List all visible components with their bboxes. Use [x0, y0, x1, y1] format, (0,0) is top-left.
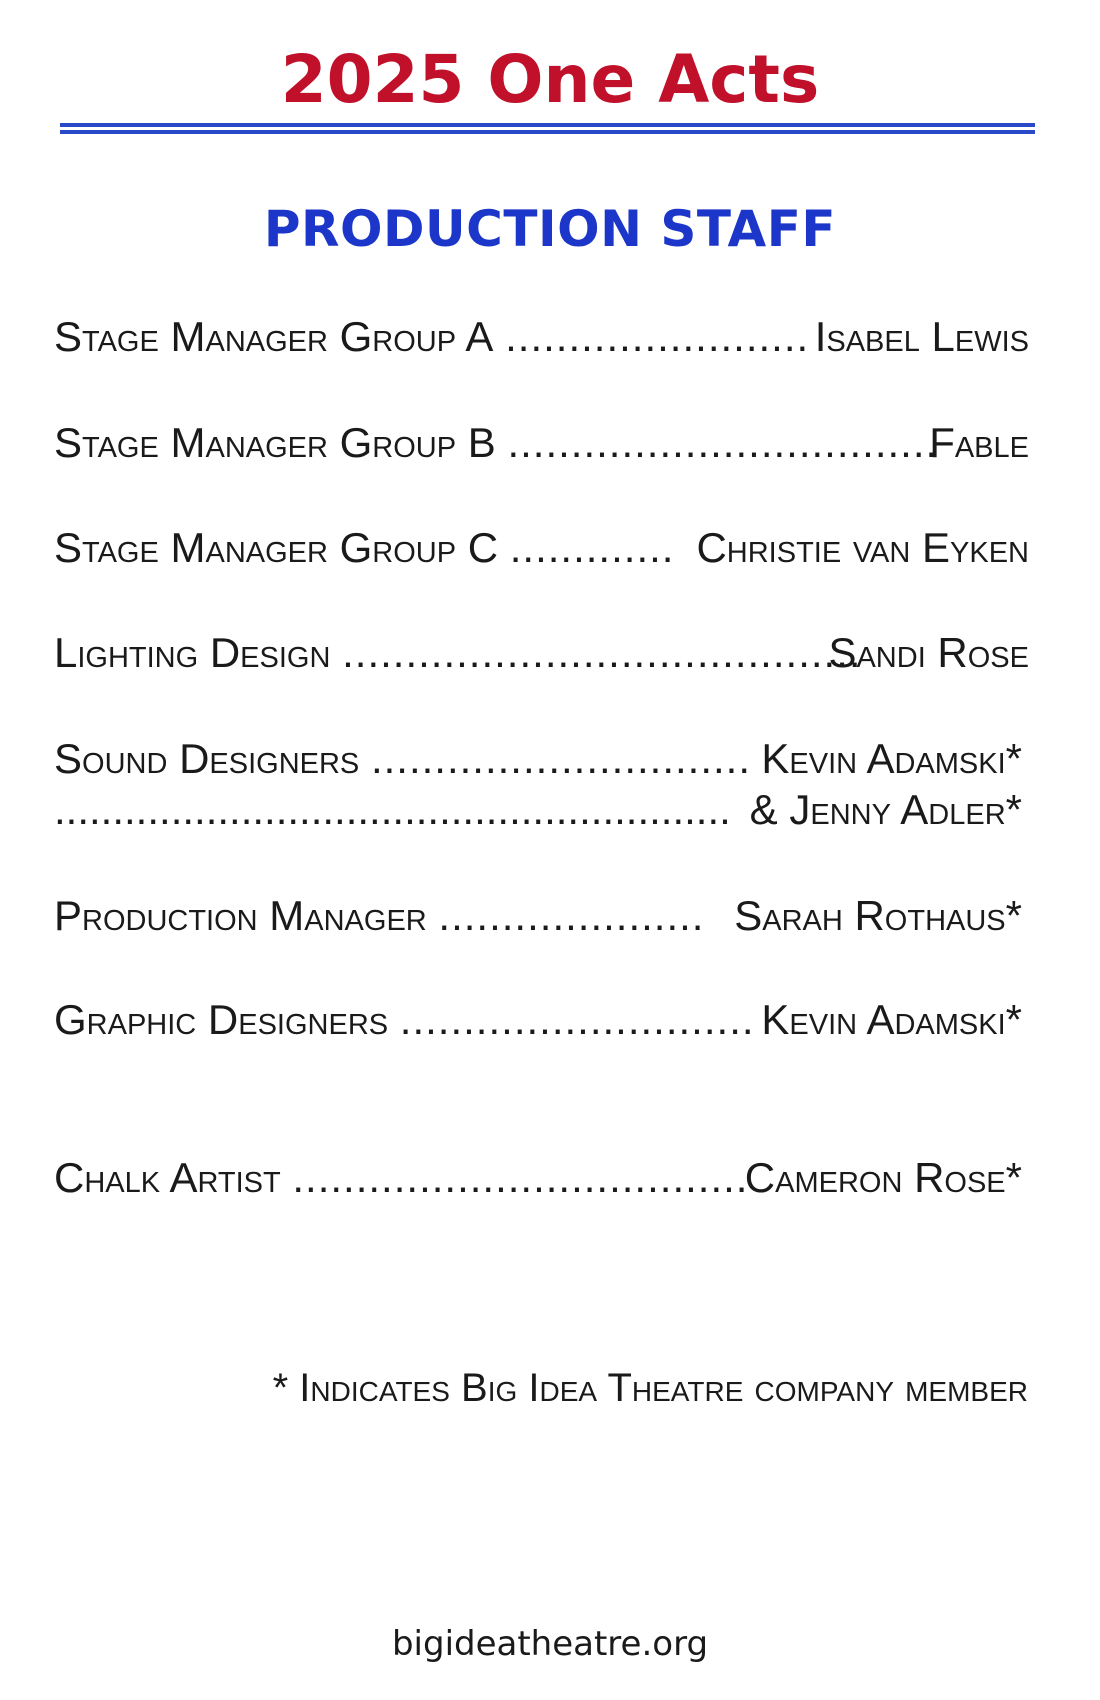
leader-dots: ..........................................................: [54, 786, 731, 833]
leader-dots: ..............................: [370, 735, 752, 782]
title-divider-top: [60, 123, 1035, 127]
credit-role: Lighting Design: [54, 629, 331, 676]
page-title: 2025 One Acts: [280, 41, 820, 118]
section-title: PRODUCTION STAFF: [263, 200, 837, 258]
credit-name: Isabel Lewis: [814, 313, 1029, 360]
leader-dots: .............: [509, 524, 675, 571]
credit-name: Fable: [929, 419, 1029, 466]
title-divider-bottom: [60, 130, 1035, 134]
credit-name: Sandi Rose: [828, 629, 1029, 676]
credit-role: Production Manager: [54, 892, 427, 939]
credit-name: Cameron Rose*: [744, 1154, 1022, 1201]
credit-row-sound-designers-continued: [54, 785, 1022, 835]
leader-dots: .........................................: [342, 629, 862, 676]
credit-row-stage-manager-a: [54, 312, 1029, 362]
credit-role: Sound Designers: [54, 735, 360, 782]
credit-row-stage-manager-b: [54, 418, 1029, 468]
leader-dots: ............................: [399, 996, 755, 1043]
leader-dots: ........................: [505, 313, 810, 360]
credit-role: Chalk Artist: [54, 1154, 281, 1201]
credit-row-graphic-designers: [54, 995, 1022, 1045]
company-member-footnote: * Indicates Big Idea Theatre company member: [272, 1366, 1028, 1410]
leader-dots: ....................................: [292, 1154, 749, 1201]
credit-role: Stage Manager Group A: [54, 313, 494, 360]
credit-row-chalk-artist: [54, 1153, 1022, 1203]
credit-name: & Jenny Adler*: [749, 786, 1022, 833]
credit-row-stage-manager-c: [54, 523, 1029, 573]
credit-name: Sarah Rothaus*: [734, 892, 1022, 939]
credit-row-lighting-design: [54, 628, 1029, 678]
credit-name: Christie van Eyken: [696, 524, 1029, 571]
leader-dots: .....................: [438, 892, 705, 939]
credit-row-sound-designers: [54, 734, 1022, 784]
credit-name: Kevin Adamski*: [761, 735, 1022, 782]
credit-name: Kevin Adamski*: [761, 996, 1022, 1043]
credit-role: Stage Manager Group C: [54, 524, 499, 571]
credit-role: Stage Manager Group B: [54, 419, 496, 466]
leader-dots: ..................................: [507, 419, 939, 466]
credit-row-production-manager: [54, 891, 1022, 941]
website-url: bigideatheatre.org: [391, 1624, 709, 1664]
credit-role: Graphic Designers: [54, 996, 389, 1043]
